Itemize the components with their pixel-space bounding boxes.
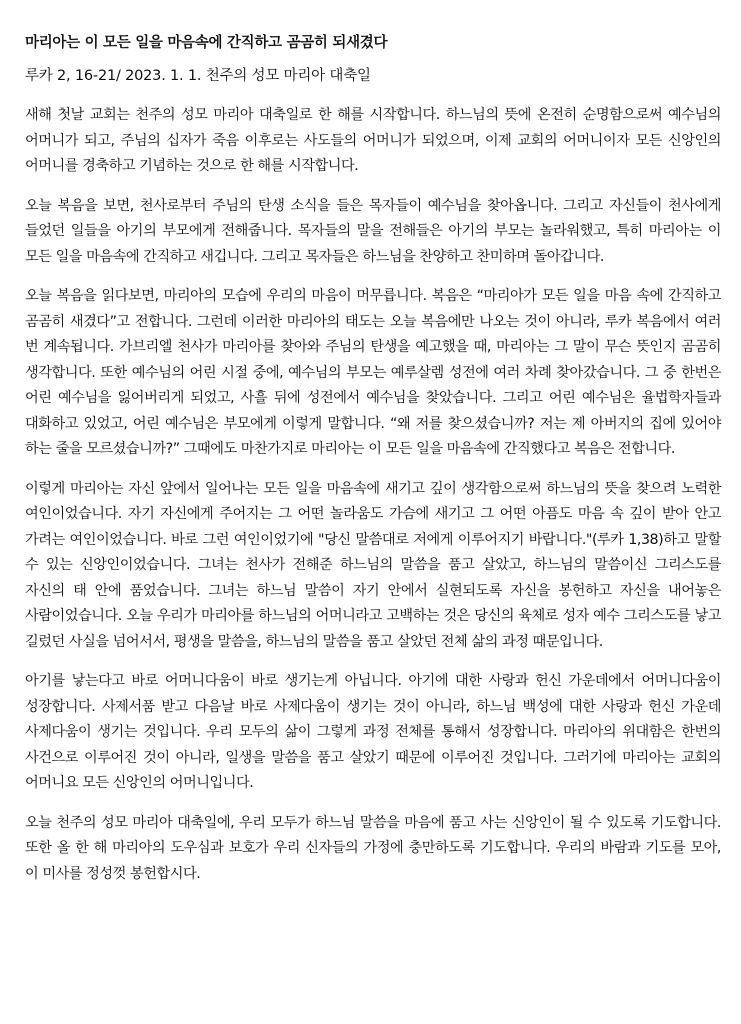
- scripture-reference: 루카 2, 16-21/ 2023. 1. 1. 천주의 성모 마리아 대축일: [25, 68, 371, 84]
- document-title: 마리아는 이 모든 일을 마음속에 간직하고 곰곰히 되새겼다: [25, 35, 388, 51]
- paragraph-2: 오늘 복음을 보면, 천사로부터 주님의 탄생 소식을 들은 목자들이 예수님을 찾아옵니다. 그리고 자신들이 천사에게 들었던 일들을 아기의 부모에게 전해줍니다. 목자들의 말을 전해들은 아기의 부모는 놀라워했고, 특히 마리아는 이 모든 일을 마음속에 간직하고 새깁니다. 그리고 목자들은 하느님을 찬양하고 찬미하며 돌아갑니다.: [25, 197, 721, 265]
- paragraph-3: 오늘 복음을 읽다보면, 마리아의 모습에 우리의 마음이 머무릅니다. 복음은 “마리아가 모든 일을 마음 속에 간직하고 곰곰히 새겼다”고 전합니다. 그런데 이러한 마리아의 태도는 오늘 복음에만 나오는 것이 아니라, 루카 복음에서 여러 번 계속됩니다. 가브리엘 천사가 마리아를 찾아와 주님의 탄생을 예고했을 때, 마리아는 그 말이 무슨 뜻인지 곰곰히 생각합니다. 또한 예수님의 어린 시절 중에, 예수님의 부모는 예루살렘 성전에 여러 차례 찾아갔습니다. 그 중 한번은 어린 예수님을 잃어버리게 되었고, 사흘 뒤에 성전에서 예수님을 찾았습니다. 그리고 어린 예수님은 율법학자들과 대화하고 있었고, 어린 예수님은 부모에게 이렇게 말합니다. “왜 저를 찾으셨습니까? 저는 제 아버지의 집에 있어야 하는 줄을 모르셨습니까?” 그때에도 마찬가지로 마리아는 이 모든 일을 마음속에 간직했다고 복음은 전합니다.: [25, 288, 721, 457]
- paragraph-6: 오늘 천주의 성모 마리아 대축일에, 우리 모두가 하느님 말씀을 마음에 품고 사는 신앙인이 될 수 있도록 기도합니다. 또한 올 한 해 마리아의 도우심과 보호가 우리 신자들의 가정에 충만하도록 기도합니다. 우리의 바람과 기도를 모아, 이 미사를 정성껏 봉헌합시다.: [25, 814, 721, 882]
- paragraph-5: 아기를 낳는다고 바로 어머니다움이 바로 생기는게 아닙니다. 아기에 대한 사랑과 헌신 가운데에서 어머니다움이 성장합니다. 사제서품 받고 다음날 바로 사제다움이 생기는 것이 아니라, 하느님 백성에 대한 사랑과 헌신 가운데 사제다움이 생기는 것입니다. 우리 모두의 삶이 그렇게 과정 전체를 통해서 성장합니다. 마리아의 위대함은 한번의 사건으로 이루어진 것이 아니라, 일생을 말씀을 품고 살았기 때문에 이루어진 것입니다. 그러기에 마리아는 교회의 어머니요 모든 신앙인의 어머니입니다.: [25, 673, 721, 791]
- paragraph-1: 새해 첫날 교회는 천주의 성모 마리아 대축일로 한 해를 시작합니다. 하느님의 뜻에 온전히 순명함으로써 예수님의 어머니가 되고, 주님의 십자가 죽음 이후로는 사도들의 어머니가 되었으며, 이제 교회의 어머니이자 모든 신앙인의 어머니를 경축하고 기념하는 것으로 한 해를 시작합니다.: [25, 107, 721, 174]
- paragraph-4: 이렇게 마리아는 자신 앞에서 일어나는 모든 일을 마음속에 새기고 깊이 생각함으로써 하느님의 뜻을 찾으려 노력한 여인이었습니다. 자기 자신에게 주어지는 그 어떤 놀라움도 가슴에 새기고 그 어떤 아픔도 마음 속 깊이 받아 안고 가려는 여인이었습니다. 바로 그런 여인이었기에 "당신 말씀대로 저에게 이루어지기 바랍니다."(루카 1,38)하고 말할 수 있는 신앙인이었습니다. 그녀는 천사가 전해준 하느님의 말씀을 품고 살았고, 하느님의 말씀이신 그리스도를 자신의 태 안에 품었습니다. 그녀는 하느님 말씀이 자기 안에서 실현되도록 자신을 봉헌하고 자신을 내어놓은 사람이었습니다. 오늘 우리가 마리아를 하느님의 어머니라고 고백하는 것은 당신의 육체로 성자 예수 그리스도를 낳고 길렀던 사실을 넘어서서, 평생을 말씀을, 하느님의 말씀을 품고 살았던 전체 삶의 과정 때문입니다.: [25, 480, 721, 650]
